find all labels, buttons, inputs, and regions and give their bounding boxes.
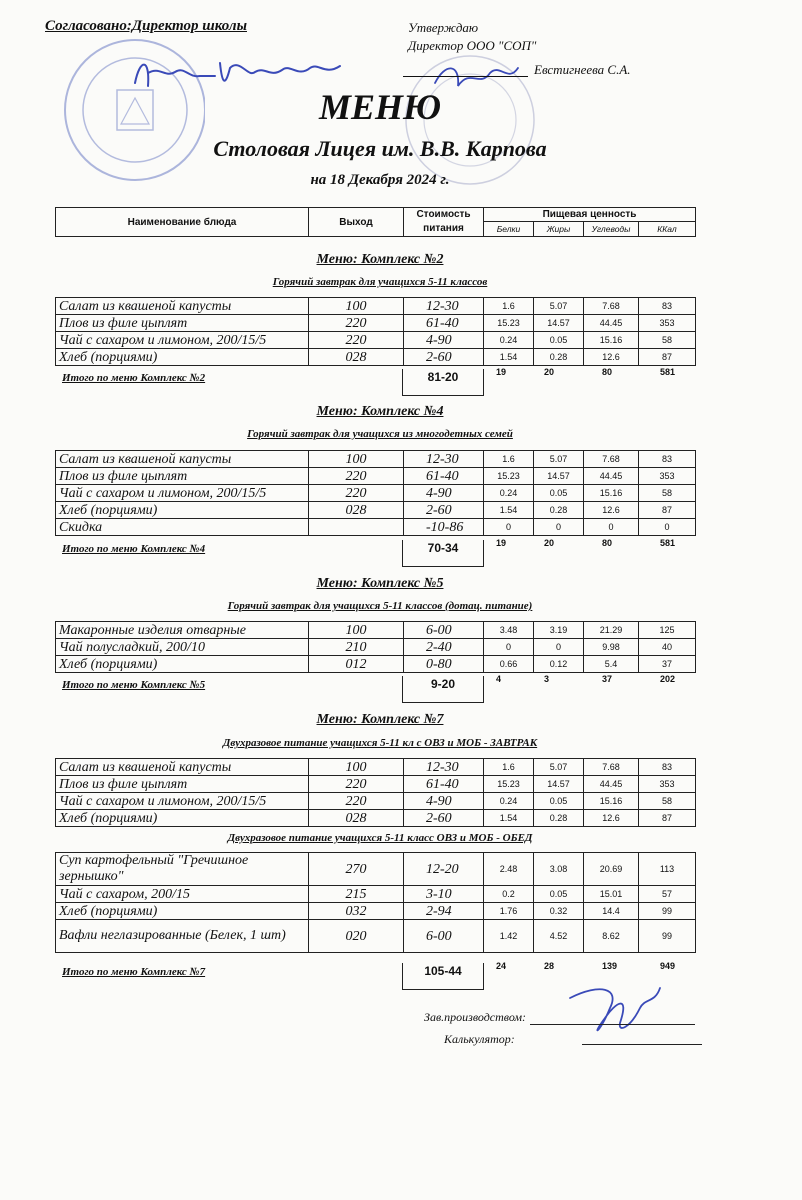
dish-protein: 1.54 — [484, 810, 534, 827]
dish-fat: 5.07 — [534, 298, 584, 315]
total-fat: 3 — [544, 674, 550, 684]
dish-name: Плов из филе цыплят — [56, 776, 309, 793]
table-row — [56, 451, 696, 468]
dish-price: 0-80 — [404, 656, 484, 673]
dish-protein: 15.23 — [484, 776, 534, 793]
dish-fat: 14.57 — [534, 468, 584, 485]
dish-protein: 1.6 — [484, 451, 534, 468]
table-row — [56, 793, 696, 810]
dish-kcal: 99 — [639, 903, 696, 920]
dish-price: 61-40 — [404, 315, 484, 332]
total-kcal: 581 — [660, 538, 676, 548]
dish-protein: 1.76 — [484, 903, 534, 920]
dish-output: 220 — [309, 776, 404, 793]
dish-name: Плов из филе цыплят — [56, 468, 309, 485]
dish-name: Хлеб (порциями) — [56, 810, 309, 827]
table-row — [56, 810, 696, 827]
dish-price: -10-86 — [404, 519, 484, 536]
dish-kcal: 83 — [639, 451, 696, 468]
dish-protein: 1.54 — [484, 349, 534, 366]
total-price: 105-44 — [402, 963, 484, 990]
section-title: Меню: Комплекс №5 — [316, 576, 444, 591]
menu-table — [55, 852, 696, 953]
section-subtitle-lunch: Двухразовое питание учащихся 5-11 класс ОВЗ и МОБ - ОБЕД — [227, 832, 533, 844]
dish-fat: 0.05 — [534, 886, 584, 903]
dish-fat: 0.05 — [534, 793, 584, 810]
menu-date: на 18 Декабря 2024 г. — [310, 172, 450, 188]
production-signature-line — [530, 1024, 695, 1025]
dish-name: Скидка — [56, 519, 309, 536]
dish-carbs: 9.98 — [584, 639, 639, 656]
table-row — [56, 656, 696, 673]
dish-protein: 0 — [484, 639, 534, 656]
total-protein: 19 — [496, 538, 507, 548]
dish-price: 61-40 — [404, 468, 484, 485]
dish-fat: 0.28 — [534, 349, 584, 366]
dish-output: 215 — [309, 886, 404, 903]
dish-name: Хлеб (порциями) — [56, 903, 309, 920]
dish-protein: 2.48 — [484, 853, 534, 886]
dish-name: Макаронные изделия отварные — [56, 622, 309, 639]
dish-name: Хлеб (порциями) — [56, 502, 309, 519]
dish-kcal: 353 — [639, 315, 696, 332]
header-nutrition: Пищевая ценность — [484, 208, 696, 222]
total-carbs: 80 — [602, 367, 613, 377]
dish-name: Чай с сахаром и лимоном, 200/15/5 — [56, 485, 309, 502]
dish-carbs: 7.68 — [584, 759, 639, 776]
dish-output: 020 — [309, 920, 404, 953]
dish-kcal: 125 — [639, 622, 696, 639]
table-row — [56, 920, 696, 953]
dish-fat: 0.05 — [534, 485, 584, 502]
dish-kcal: 113 — [639, 853, 696, 886]
dish-output: 100 — [309, 298, 404, 315]
dish-carbs: 15.01 — [584, 886, 639, 903]
table-row — [56, 622, 696, 639]
dish-output: 220 — [309, 793, 404, 810]
dish-carbs: 14.4 — [584, 903, 639, 920]
dish-kcal: 58 — [639, 332, 696, 349]
table-row — [56, 903, 696, 920]
header-fat: Жиры — [534, 222, 584, 237]
header-kcal: ККал — [639, 222, 696, 237]
page-title: МЕНЮ — [318, 87, 442, 127]
header-cost: Стоимость питания — [404, 208, 484, 237]
dish-fat: 3.08 — [534, 853, 584, 886]
dish-kcal: 83 — [639, 298, 696, 315]
dish-price: 61-40 — [404, 776, 484, 793]
approve-name: Евстигнеева С.А. — [534, 62, 631, 77]
table-row — [56, 485, 696, 502]
dish-name: Чай с сахаром и лимоном, 200/15/5 — [56, 332, 309, 349]
dish-price: 2-60 — [404, 810, 484, 827]
dish-output: 220 — [309, 315, 404, 332]
section-title: Меню: Комплекс №4 — [316, 404, 444, 419]
dish-name: Вафли неглазированные (Белек, 1 шт) — [56, 920, 309, 953]
dish-protein: 0.2 — [484, 886, 534, 903]
total-label: Итого по меню Комплекс №4 — [62, 543, 206, 555]
dish-price: 6-00 — [404, 920, 484, 953]
total-price: 70-34 — [402, 540, 484, 567]
dish-name: Чай с сахаром, 200/15 — [56, 886, 309, 903]
header-output: Выход — [309, 208, 404, 237]
dish-fat: 5.07 — [534, 759, 584, 776]
dish-name: Чай полусладкий, 200/10 — [56, 639, 309, 656]
dish-fat: 0 — [534, 519, 584, 536]
dish-fat: 4.52 — [534, 920, 584, 953]
dish-price: 4-90 — [404, 793, 484, 810]
production-label: Зав.производством: — [424, 1010, 527, 1024]
dish-price: 2-94 — [404, 903, 484, 920]
dish-protein: 0.24 — [484, 485, 534, 502]
table-row — [56, 468, 696, 485]
dish-kcal: 40 — [639, 639, 696, 656]
total-label: Итого по меню Комплекс №2 — [62, 372, 206, 384]
dish-fat: 0.28 — [534, 502, 584, 519]
dish-name: Салат из квашеной капусты — [56, 451, 309, 468]
dish-output: 210 — [309, 639, 404, 656]
section-title: Меню: Комплекс №2 — [316, 252, 444, 267]
dish-carbs: 20.69 — [584, 853, 639, 886]
dish-fat: 0.12 — [534, 656, 584, 673]
dish-protein: 1.6 — [484, 298, 534, 315]
total-carbs: 80 — [602, 538, 613, 548]
dish-fat: 3.19 — [534, 622, 584, 639]
total-protein: 24 — [496, 961, 507, 971]
dish-carbs: 0 — [584, 519, 639, 536]
dish-kcal: 99 — [639, 920, 696, 953]
calculator-label: Калькулятор: — [444, 1032, 515, 1046]
dish-output: 012 — [309, 656, 404, 673]
dish-fat: 5.07 — [534, 451, 584, 468]
header-protein: Белки — [484, 222, 534, 237]
dish-output: 028 — [309, 502, 404, 519]
dish-name: Плов из филе цыплят — [56, 315, 309, 332]
dish-output: 270 — [309, 853, 404, 886]
dish-kcal: 0 — [639, 519, 696, 536]
dish-price: 2-60 — [404, 349, 484, 366]
section-subtitle: Горячий завтрак для учащихся из многодетных семей — [247, 428, 513, 440]
dish-output: 100 — [309, 759, 404, 776]
signature-production — [560, 978, 670, 1043]
canteen-name: Столовая Лицея им. В.В. Карпова — [213, 136, 547, 161]
dish-carbs: 15.16 — [584, 332, 639, 349]
dish-price: 4-90 — [404, 332, 484, 349]
header-carbs: Углеводы — [584, 222, 639, 237]
total-fat: 20 — [544, 367, 555, 377]
dish-kcal: 87 — [639, 502, 696, 519]
table-row — [56, 886, 696, 903]
table-row — [56, 349, 696, 366]
dish-protein: 1.6 — [484, 759, 534, 776]
dish-protein: 15.23 — [484, 468, 534, 485]
dish-price: 4-90 — [404, 485, 484, 502]
total-price: 81-20 — [402, 369, 484, 396]
total-kcal: 202 — [660, 674, 676, 684]
dish-carbs: 12.6 — [584, 349, 639, 366]
column-header-table — [55, 207, 696, 237]
total-label: Итого по меню Комплекс №5 — [62, 679, 206, 691]
dish-name: Салат из квашеной капусты — [56, 298, 309, 315]
dish-price: 12-30 — [404, 451, 484, 468]
table-row — [56, 776, 696, 793]
total-carbs: 37 — [602, 674, 613, 684]
table-row — [56, 853, 696, 886]
total-protein: 19 — [496, 367, 507, 377]
dish-carbs: 44.45 — [584, 776, 639, 793]
dish-name: Хлеб (порциями) — [56, 656, 309, 673]
menu-table — [55, 758, 696, 827]
total-kcal: 949 — [660, 961, 676, 971]
dish-kcal: 58 — [639, 485, 696, 502]
dish-carbs: 15.16 — [584, 485, 639, 502]
total-fat: 20 — [544, 538, 555, 548]
total-label: Итого по меню Комплекс №7 — [62, 966, 206, 978]
dish-carbs: 15.16 — [584, 793, 639, 810]
dish-output: 220 — [309, 485, 404, 502]
dish-carbs: 12.6 — [584, 810, 639, 827]
dish-name: Хлеб (порциями) — [56, 349, 309, 366]
table-row — [56, 759, 696, 776]
calculator-signature-line — [582, 1044, 702, 1045]
dish-kcal: 87 — [639, 349, 696, 366]
section-subtitle: Горячий завтрак для учащихся 5-11 классов (дотац. питание) — [227, 600, 533, 612]
approve-signature-line — [403, 76, 528, 77]
dish-kcal: 83 — [639, 759, 696, 776]
dish-protein: 3.48 — [484, 622, 534, 639]
dish-output: 220 — [309, 332, 404, 349]
table-row — [56, 332, 696, 349]
dish-kcal: 353 — [639, 468, 696, 485]
dish-price: 6-00 — [404, 622, 484, 639]
table-row — [56, 298, 696, 315]
table-row — [56, 639, 696, 656]
dish-kcal: 87 — [639, 810, 696, 827]
dish-price: 2-60 — [404, 502, 484, 519]
dish-output: 032 — [309, 903, 404, 920]
dish-protein: 0 — [484, 519, 534, 536]
dish-output: 100 — [309, 451, 404, 468]
dish-output: 028 — [309, 349, 404, 366]
dish-carbs: 8.62 — [584, 920, 639, 953]
dish-price: 3-10 — [404, 886, 484, 903]
dish-protein: 15.23 — [484, 315, 534, 332]
total-fat: 28 — [544, 961, 555, 971]
section-subtitle: Двухразовое питание учащихся 5-11 кл с ОВЗ и МОБ - ЗАВТРАК — [222, 737, 538, 749]
dish-output — [309, 519, 404, 536]
dish-output: 100 — [309, 622, 404, 639]
dish-fat: 14.57 — [534, 776, 584, 793]
dish-fat: 0.05 — [534, 332, 584, 349]
dish-carbs: 44.45 — [584, 315, 639, 332]
total-kcal: 581 — [660, 367, 676, 377]
dish-carbs: 44.45 — [584, 468, 639, 485]
dish-name: Суп картофельный "Гречишное зернышко" — [56, 853, 309, 886]
dish-kcal: 37 — [639, 656, 696, 673]
dish-kcal: 58 — [639, 793, 696, 810]
approve-label: Утверждаю — [408, 20, 479, 35]
dish-fat: 0.28 — [534, 810, 584, 827]
dish-kcal: 353 — [639, 776, 696, 793]
dish-carbs: 7.68 — [584, 451, 639, 468]
dish-protein: 0.24 — [484, 332, 534, 349]
total-price: 9-20 — [402, 676, 484, 703]
dish-carbs: 7.68 — [584, 298, 639, 315]
dish-fat: 0.32 — [534, 903, 584, 920]
dish-name: Чай с сахаром и лимоном, 200/15/5 — [56, 793, 309, 810]
dish-price: 12-30 — [404, 759, 484, 776]
dish-carbs: 5.4 — [584, 656, 639, 673]
dish-protein: 0.24 — [484, 793, 534, 810]
dish-kcal: 57 — [639, 886, 696, 903]
dish-price: 2-40 — [404, 639, 484, 656]
menu-table — [55, 297, 696, 366]
dish-name: Салат из квашеной капусты — [56, 759, 309, 776]
dish-protein: 1.54 — [484, 502, 534, 519]
dish-protein: 0.66 — [484, 656, 534, 673]
agreed-label: Согласовано:Директор школы — [45, 18, 247, 34]
dish-price: 12-20 — [404, 853, 484, 886]
table-row — [56, 519, 696, 536]
section-subtitle: Горячий завтрак для учащихся 5-11 классов — [272, 276, 488, 288]
total-carbs: 139 — [602, 961, 618, 971]
dish-carbs: 12.6 — [584, 502, 639, 519]
dish-output: 220 — [309, 468, 404, 485]
header-name: Наименование блюда — [56, 208, 309, 237]
approve-position: Директор ООО "СОП" — [408, 38, 537, 53]
dish-protein: 1.42 — [484, 920, 534, 953]
section-title: Меню: Комплекс №7 — [316, 712, 444, 727]
total-protein: 4 — [496, 674, 502, 684]
dish-carbs: 21.29 — [584, 622, 639, 639]
dish-fat: 0 — [534, 639, 584, 656]
table-row — [56, 315, 696, 332]
dish-price: 12-30 — [404, 298, 484, 315]
table-row — [56, 502, 696, 519]
menu-table — [55, 621, 696, 673]
dish-fat: 14.57 — [534, 315, 584, 332]
dish-output: 028 — [309, 810, 404, 827]
menu-table — [55, 450, 696, 536]
